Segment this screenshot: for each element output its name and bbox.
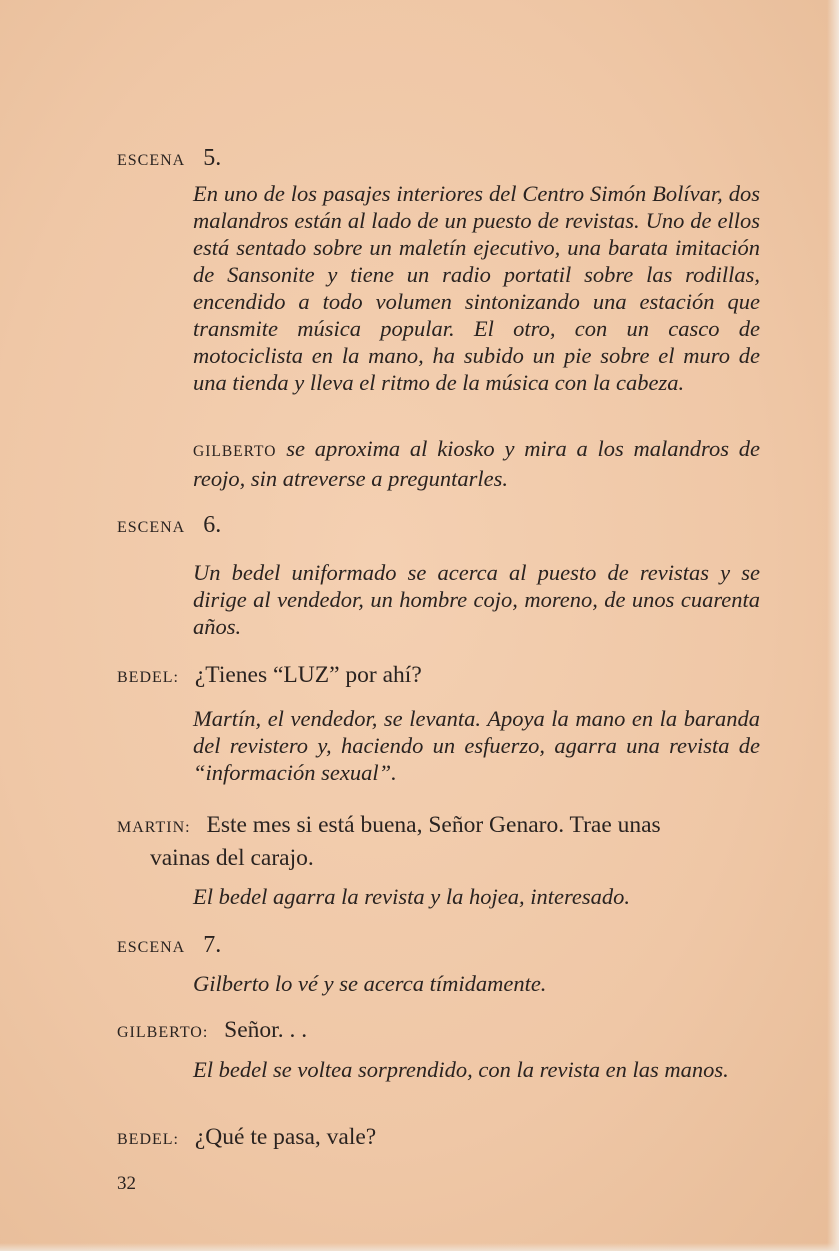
speaker-martin: MARTIN: [117,819,191,836]
dialogue-text: Este mes si está buena, Señor Genaro. Trae unas [206,812,661,838]
scene-6-number: 6. [203,512,222,538]
scene-7-label: ESCENA [117,939,186,956]
scene-5-stage-direction-text: se aproxima al kiosko y mira a los malandros de reojo, sin atreverse a preguntarles. [193,436,761,491]
page-number: 32 [117,1173,136,1194]
speaker-bedel: BEDEL: [117,669,179,686]
scene-5-stage-direction-gilberto [193,435,760,492]
dialogue-line-bedel-2 [117,1122,760,1155]
scene-6-heading [117,512,221,539]
speaker-gilberto: GILBERTO: [117,1024,209,1041]
scene-5-number: 5. [203,145,222,171]
dialogue-line-bedel-1 [117,660,760,693]
scene-7-stage-direction-bedel: El bedel se voltea sorprendido, con la revista en las manos. [193,1057,729,1082]
scene-5-stage-direction: En uno de los pasajes interiores del Centro Simón Bolívar, dos malandros están al lado de un puesto de revistas. Uno de ellos está sentado sobre un maletín ejecutivo, una barata imitación de Sansonite y tiene un radio portatil sobre las rodillas, encendido a todo volumen sintonizando una estación que transmite música popular. El otro, con un casco de motociclista en la mano, ha subido un pie sobre el muro de una tienda y lleva el ritmo de la música con la cabeza. [193,181,760,395]
page-edge [827,0,839,1251]
dialogue-text: ¿Qué te pasa, vale? [194,1124,377,1150]
scene-7-heading [117,932,221,959]
scene-6-stage-direction-bedel: El bedel agarra la revista y la hojea, interesado. [193,884,631,909]
scene-6-stage-direction-martin: Martín, el vendedor, se levanta. Apoya la mano en la baranda del revistero y, haciendo un esfuerzo, agarra una revista de “información sexual”. [193,706,760,785]
character-name-gilberto: GILBERTO [193,443,277,460]
scene-6-label: ESCENA [117,519,186,536]
dialogue-text: ¿Tienes “LUZ” por ahí? [194,662,422,688]
scene-6-stage-direction: Un bedel uniformado se acerca al puesto de revistas y se dirige al vendedor, un hombre cojo, moreno, de unos cuarenta años. [193,560,760,639]
dialogue-line-gilberto [117,1015,760,1048]
scene-7-stage-direction: Gilberto lo vé y se acerca tímidamente. [193,971,547,996]
dialogue-text: Señor. . . [224,1017,308,1043]
speaker-bedel: BEDEL: [117,1131,179,1148]
dialogue-line-martin [117,810,760,873]
page-edge-bottom [0,1243,839,1251]
scene-7-number: 7. [203,932,222,958]
scene-5-label: ESCENA [117,152,186,169]
scene-5-heading [117,145,221,172]
dialogue-text-continued: vainas del carajo. [150,845,314,871]
